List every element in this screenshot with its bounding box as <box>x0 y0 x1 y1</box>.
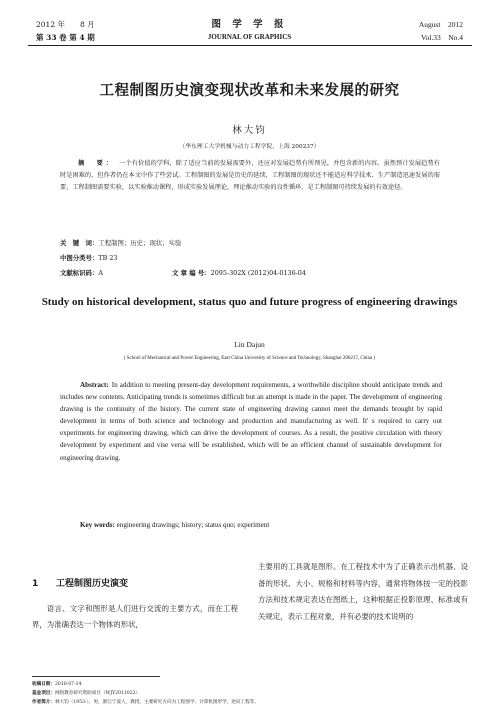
author-en: Lin Dajun <box>234 340 265 349</box>
abstract-cn-label: 摘 要： <box>78 160 116 167</box>
abstract-cn-text: 一个有价值的学科，除了适应当前的发展需要外，还应对发展趋势有所预见，并包含新的内容。虽然预计发展趋势有时是困难的，但作者仍在本文中作了些尝试。工程制图的发展是历史的延续，工程制图的现状还不能适应科学技术、生产制造迅速发展的需要，工程制图需要实验，以实验推动课程，形成实验发展理论，理论推动实验的良性循环，是工程制图可持续发展的有效途径。 <box>60 160 440 192</box>
doc-code-row <box>60 268 103 277</box>
keywords-cn-label: 关 键 词： <box>60 239 99 247</box>
footnote-received <box>32 680 472 689</box>
paper-title-en: Study on historical development, status quo and future progress of engineering drawings <box>41 296 458 308</box>
footnote-bio <box>32 698 472 707</box>
abstract-cn <box>60 158 440 194</box>
body-right-column: 主要用的工具就是图形。在工程技术中为了正确表示出机器、设备的形状、大小、规格和材料等内容，通常将物体按一定的投影方法和技术规定表达在图纸上，这种根据正投影原理、标准或有关规定，表示工程对象，并有必要的技术说明的 <box>258 562 468 621</box>
section-heading <box>32 576 238 589</box>
keywords-en <box>80 521 442 529</box>
section-title: 工程制图历史演变 <box>56 579 129 589</box>
clc-value: TB 23 <box>98 254 118 262</box>
doc-code-label: 文献标识码： <box>60 269 99 277</box>
journal-name-cn: 图 学 学 报 <box>211 19 288 30</box>
body-left-column <box>32 568 238 633</box>
bio-text: 林大钧（1953-），男，浙江宁波人，教授，主要研究方向为工程图学、计算机图形学，逆向工程等。 <box>54 700 259 705</box>
footnotes <box>32 680 472 707</box>
fund-text: 网络教育研究资助项目（WJY2011022） <box>54 691 141 696</box>
affiliation-cn: （华东理工大学机械与动力工程学院，上海 200237） <box>179 144 320 150</box>
abstract-en-text: In addition to meeting present-day development requirements, a worthwhile discipline should anticipate trends and includes new contents. Anticipating trends is sometimes difficult but an attempt is made in the paper. The development of engineering drawing is the continuity of the history. The current state of engineering drawing cannot meet the demands brought by rapid development in terms of both science and technology and production and manufacturing as well. It' s required to carry out experiments for engineering drawing, which can drive the development of courses. As a result, the positive circulation with theory development by experiment and vise versa will be established, which will be an efficient channel of sustainable development for engineering drawing. <box>60 381 442 462</box>
volume-issue-cn: 第 33 卷 第 4 期 <box>36 33 95 42</box>
clc-label: 中图分类号： <box>60 254 99 262</box>
journal-header <box>0 8 499 48</box>
issue-date-en: August 2012 <box>418 20 463 29</box>
abstract-en <box>60 379 442 464</box>
header-rule <box>28 45 472 46</box>
keywords-en-text: engineering drawings; history; status quo; experiment <box>116 521 270 529</box>
section-paragraph: 语言、文字和图形是人们进行交流的主要方式，而在工程界，为准确表达一个物体的形状， <box>32 604 238 629</box>
received-date: 2010-07-14 <box>54 682 82 687</box>
journal-name-en: JOURNAL OF GRAPHICS <box>207 33 292 41</box>
paper-title-cn: 工程制图历史演变现状改革和未来发展的研究 <box>99 83 400 99</box>
article-no-label: 文 章 编 号： <box>172 269 211 277</box>
article-no-row <box>172 268 306 277</box>
bio-label: 作者简介： <box>32 700 55 705</box>
footnote-rule <box>32 676 160 677</box>
affiliation-en: ( School of Mechanical and Power Engineering, East China University of Science and Technology, Shanghai 200237, China ) <box>123 356 376 361</box>
author-cn: 林大钧 <box>232 125 267 136</box>
volume-issue-en: Vol.33 No.4 <box>421 33 463 42</box>
doc-code-value: A <box>98 269 103 277</box>
article-no-value: 2095-302X (2012)04-0136-04 <box>210 269 306 277</box>
issue-date-en-block <box>419 18 463 44</box>
fund-label: 基金项目： <box>32 691 55 696</box>
abstract-en-label: Abstract: <box>80 381 109 389</box>
issue-date-cn: 2012 年 8 月 <box>36 20 95 29</box>
keywords-cn: 工程制图；历史；现状；实验 <box>98 239 182 247</box>
clc-row <box>60 253 117 262</box>
keywords-cn-row <box>60 238 181 247</box>
section-number: 1 <box>32 579 39 589</box>
footnote-fund <box>32 689 472 698</box>
received-label: 收稿日期： <box>32 682 55 687</box>
keywords-en-label: Key words: <box>80 521 115 529</box>
